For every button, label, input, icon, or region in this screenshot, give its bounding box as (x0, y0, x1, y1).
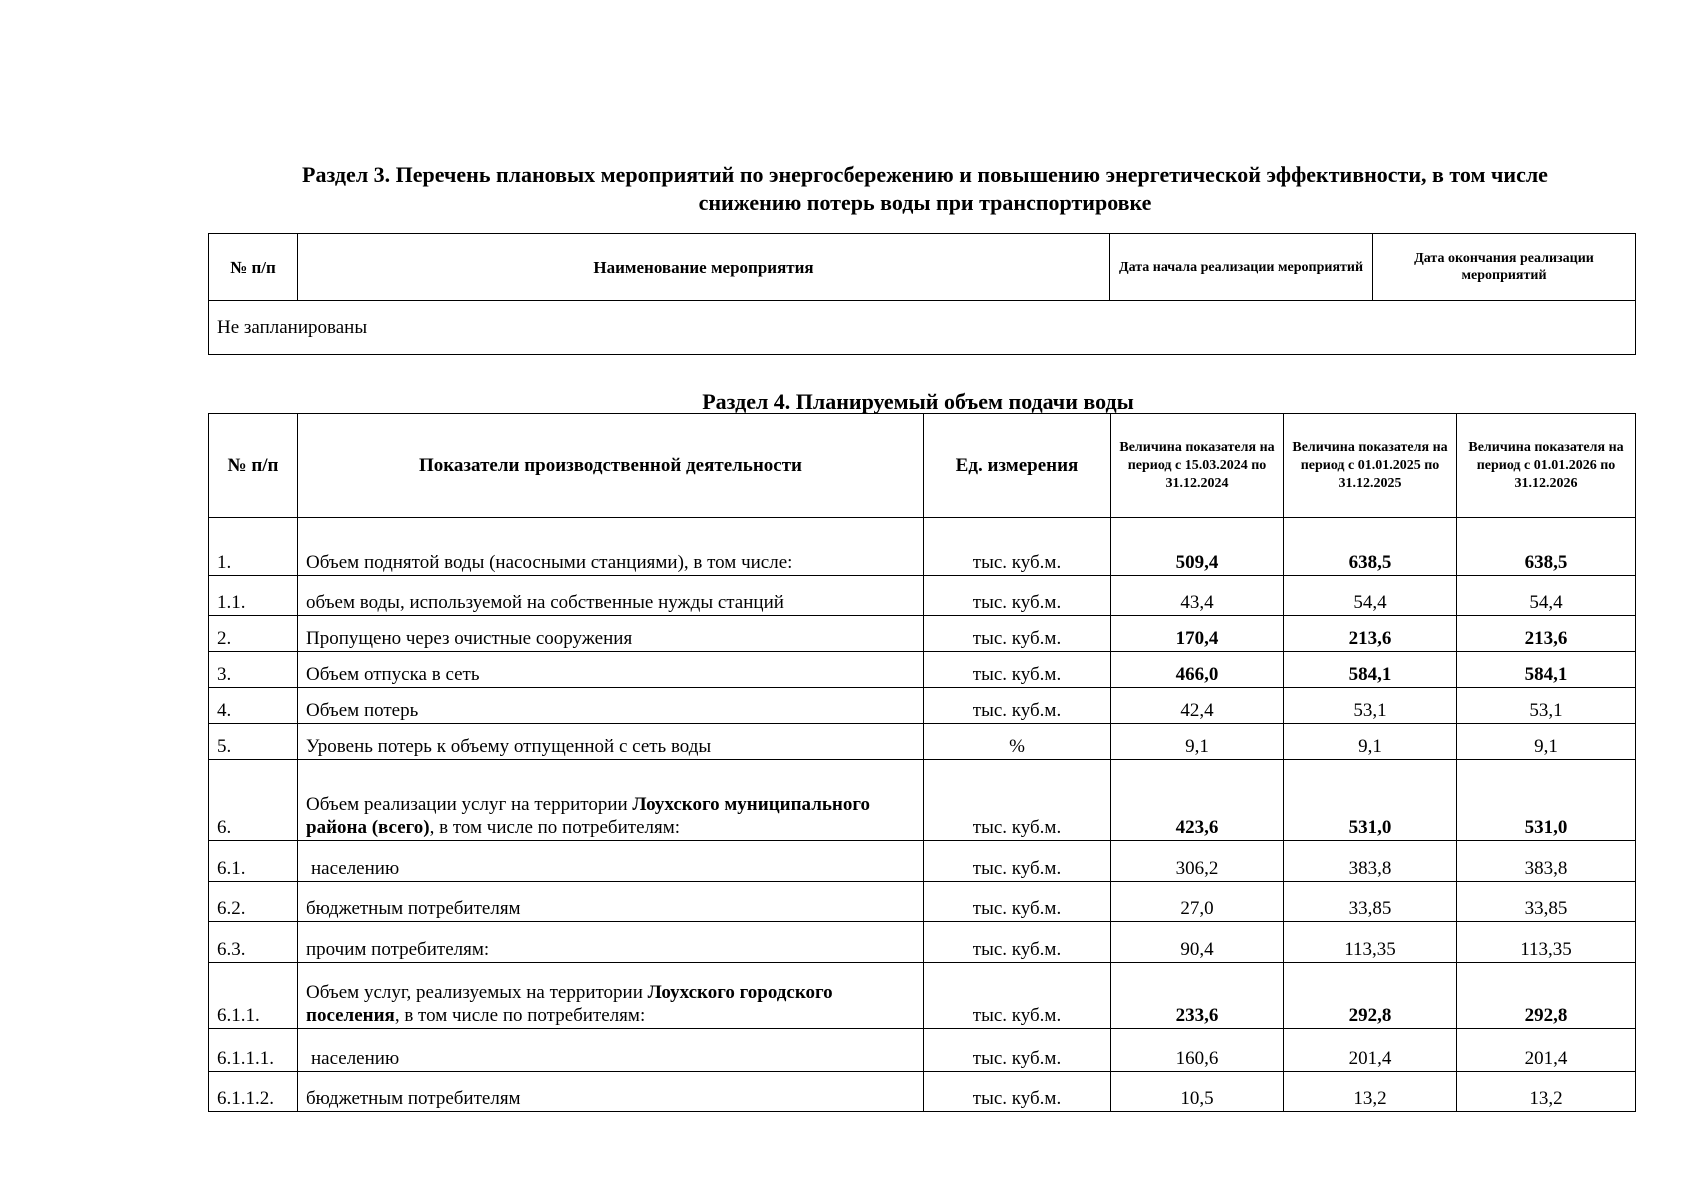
table-row (209, 652, 1636, 688)
section3-title (200, 161, 1650, 217)
row-value-2026: 53,1 (1457, 688, 1636, 724)
row-num: 2. (209, 616, 298, 652)
row-value-2024: 233,6 (1111, 963, 1284, 1029)
row-value-2025: 584,1 (1284, 652, 1457, 688)
row-value-2026: 292,8 (1457, 963, 1636, 1029)
row-indicator-text: Объем реализации услуг на территории (306, 794, 633, 815)
row-value-2025: 638,5 (1284, 518, 1457, 576)
row-unit: тыс. куб.м. (924, 841, 1111, 882)
row-unit: тыс. куб.м. (924, 616, 1111, 652)
row-unit: тыс. куб.м. (924, 576, 1111, 616)
row-value-2024: 306,2 (1111, 841, 1284, 882)
header-period-2025: Величина показателя на период с 01.01.2025 по 31.12.2025 (1284, 414, 1457, 518)
row-indicator-suffix: , в том числе по потребителям: (429, 817, 681, 838)
row-num: 6.1.1. (209, 963, 298, 1029)
section3-table (208, 233, 1636, 355)
row-value-2024: 160,6 (1111, 1029, 1284, 1072)
row-unit: тыс. куб.м. (924, 1072, 1111, 1112)
header-end-date: Дата окончания реализации мероприятий (1373, 234, 1636, 301)
row-value-2025: 33,85 (1284, 882, 1457, 922)
row-value-2025: 13,2 (1284, 1072, 1457, 1112)
table-row (209, 1029, 1636, 1072)
row-unit: тыс. куб.м. (924, 688, 1111, 724)
table-row (209, 518, 1636, 576)
section3-title-line2: снижению потерь воды при транспортировке (698, 190, 1152, 215)
row-indicator: Объем потерь (298, 688, 924, 724)
row-value-2024: 10,5 (1111, 1072, 1284, 1112)
row-value-2026: 54,4 (1457, 576, 1636, 616)
row-value-2026: 531,0 (1457, 760, 1636, 841)
row-unit: тыс. куб.м. (924, 922, 1111, 963)
row-value-2024: 27,0 (1111, 882, 1284, 922)
row-value-2026: 13,2 (1457, 1072, 1636, 1112)
table-row (209, 724, 1636, 760)
table-row (209, 576, 1636, 616)
row-value-2026: 9,1 (1457, 724, 1636, 760)
table-row (209, 963, 1636, 1029)
row-value-2025: 54,4 (1284, 576, 1457, 616)
row-num: 5. (209, 724, 298, 760)
section4-table (208, 413, 1636, 1112)
row-value-2025: 531,0 (1284, 760, 1457, 841)
table-row (209, 616, 1636, 652)
row-value-2026: 584,1 (1457, 652, 1636, 688)
row-num: 4. (209, 688, 298, 724)
section3-note-row (209, 301, 1636, 355)
row-unit: тыс. куб.м. (924, 1029, 1111, 1072)
row-indicator: бюджетным потребителям (298, 882, 924, 922)
row-value-2024: 9,1 (1111, 724, 1284, 760)
section4-title: Раздел 4. Планируемый объем подачи воды (702, 389, 1134, 414)
row-indicator: населению (298, 1029, 924, 1072)
row-value-2025: 383,8 (1284, 841, 1457, 882)
table-row (209, 841, 1636, 882)
header-period-2026: Величина показателя на период с 01.01.2026 по 31.12.2026 (1457, 414, 1636, 518)
row-unit: % (924, 724, 1111, 760)
row-num: 6.1.1.1. (209, 1029, 298, 1072)
row-indicator: Объем отпуска в сеть (298, 652, 924, 688)
row-indicator-suffix: , в том числе по потребителям: (394, 1005, 646, 1026)
header-unit: Ед. измерения (924, 414, 1111, 518)
row-num: 6.1.1.2. (209, 1072, 298, 1112)
row-value-2025: 292,8 (1284, 963, 1457, 1029)
row-value-2024: 509,4 (1111, 518, 1284, 576)
table-row (209, 688, 1636, 724)
row-unit: тыс. куб.м. (924, 963, 1111, 1029)
row-num: 6.1. (209, 841, 298, 882)
row-indicator: населению (298, 841, 924, 882)
row-indicator: бюджетным потребителям (298, 1072, 924, 1112)
row-indicator: Пропущено через очистные сооружения (298, 616, 924, 652)
header-num: № п/п (209, 234, 298, 301)
row-value-2026: 113,35 (1457, 922, 1636, 963)
table-row (209, 1072, 1636, 1112)
row-unit: тыс. куб.м. (924, 760, 1111, 841)
row-value-2024: 43,4 (1111, 576, 1284, 616)
row-unit: тыс. куб.м. (924, 652, 1111, 688)
header-event-name: Наименование мероприятия (298, 234, 1110, 301)
row-indicator-text: Объем услуг, реализуемых на территории (306, 982, 648, 1003)
row-unit: тыс. куб.м. (924, 518, 1111, 576)
row-value-2026: 33,85 (1457, 882, 1636, 922)
row-value-2025: 113,35 (1284, 922, 1457, 963)
table-row (209, 760, 1636, 841)
row-indicator-territory: Лоухского городского поселения (306, 982, 833, 1026)
row-value-2026: 383,8 (1457, 841, 1636, 882)
row-indicator (298, 760, 924, 841)
header-period-2024: Величина показателя на период с 15.03.2024 по 31.12.2024 (1111, 414, 1284, 518)
row-value-2024: 170,4 (1111, 616, 1284, 652)
row-num: 1.1. (209, 576, 298, 616)
table-row (209, 922, 1636, 963)
section3-title-line1: Раздел 3. Перечень плановых мероприятий по энергосбережению и повышению энергетической эффективности, в том числе (302, 162, 1548, 187)
section4-header-row (209, 414, 1636, 518)
header-indicator: Показатели производственной деятельности (298, 414, 924, 518)
row-indicator: прочим потребителям: (298, 922, 924, 963)
row-indicator: Уровень потерь к объему отпущенной с сеть воды (298, 724, 924, 760)
row-indicator: объем воды, используемой на собственные нужды станций (298, 576, 924, 616)
section3-header-row (209, 234, 1636, 301)
row-value-2025: 53,1 (1284, 688, 1457, 724)
row-unit: тыс. куб.м. (924, 882, 1111, 922)
row-num: 1. (209, 518, 298, 576)
row-value-2026: 201,4 (1457, 1029, 1636, 1072)
row-num: 6.3. (209, 922, 298, 963)
row-value-2024: 42,4 (1111, 688, 1284, 724)
row-indicator: Объем поднятой воды (насосными станциями), в том числе: (298, 518, 924, 576)
row-value-2025: 213,6 (1284, 616, 1457, 652)
row-num: 6.2. (209, 882, 298, 922)
header-num: № п/п (209, 414, 298, 518)
not-planned-note: Не запланированы (209, 301, 1636, 355)
table-row (209, 882, 1636, 922)
row-num: 6. (209, 760, 298, 841)
row-indicator (298, 963, 924, 1029)
row-indicator-territory: Лоухского муниципального района (всего) (306, 794, 871, 838)
header-start-date: Дата начала реализации мероприятий (1110, 234, 1373, 301)
row-value-2026: 638,5 (1457, 518, 1636, 576)
row-num: 3. (209, 652, 298, 688)
row-value-2024: 466,0 (1111, 652, 1284, 688)
row-value-2025: 201,4 (1284, 1029, 1457, 1072)
row-value-2024: 423,6 (1111, 760, 1284, 841)
row-value-2024: 90,4 (1111, 922, 1284, 963)
row-value-2025: 9,1 (1284, 724, 1457, 760)
row-value-2026: 213,6 (1457, 616, 1636, 652)
